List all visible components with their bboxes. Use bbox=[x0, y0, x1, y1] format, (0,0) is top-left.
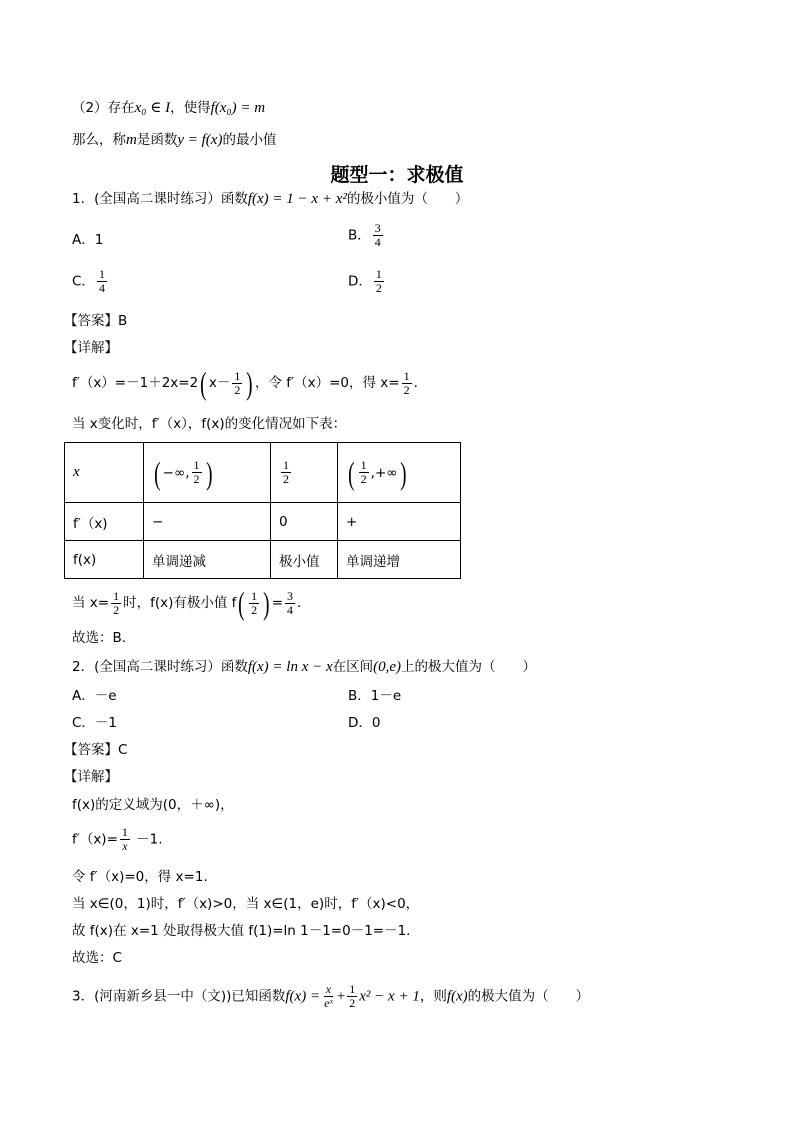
q2-option-a: A．－e bbox=[72, 688, 117, 704]
table-cell bbox=[144, 443, 271, 503]
table-row bbox=[65, 503, 461, 541]
answer-label: 【答案】 bbox=[64, 313, 118, 329]
cell-text: x bbox=[73, 464, 80, 480]
option-label: D． bbox=[348, 273, 372, 290]
frac-den: 4 bbox=[98, 281, 105, 295]
fraction bbox=[281, 459, 291, 486]
table-row bbox=[65, 443, 461, 503]
math-expression: (0,e) bbox=[373, 659, 402, 675]
frac-num: 1 bbox=[234, 368, 241, 383]
option-fraction bbox=[374, 268, 384, 295]
frac-num: 1 bbox=[360, 458, 367, 472]
q3-stem-text: ，则 bbox=[419, 988, 447, 1005]
q2-detail-line-3: 令 f′（x)=0，得 x=1. bbox=[72, 869, 208, 885]
paren-group: ( $\frac{1}{2}$ ,+∞ ) bbox=[348, 454, 407, 491]
detail-text: . bbox=[297, 595, 302, 611]
math-expression: f(x) = bbox=[285, 988, 321, 1005]
frac-num: 1 bbox=[98, 267, 105, 281]
math-expression: f(x₀) = m bbox=[210, 100, 266, 116]
detail-text: 当 x= bbox=[72, 595, 110, 611]
fraction bbox=[402, 370, 412, 397]
q1-option-c bbox=[72, 268, 109, 295]
frac-den: 2 bbox=[360, 472, 367, 486]
frac-num: 3 bbox=[287, 588, 294, 603]
frac-num: x bbox=[325, 982, 332, 996]
section-title: 题型一：求极值 bbox=[330, 164, 464, 186]
q2-detail-label: 【详解】 bbox=[64, 769, 118, 785]
table-cell bbox=[338, 443, 461, 503]
frac-num: 1 bbox=[375, 267, 382, 281]
math-expression: + bbox=[336, 988, 346, 1005]
intro-text: 是函数 bbox=[136, 132, 178, 148]
q2-option-c: C．－1 bbox=[72, 715, 118, 731]
paren-group: ( x－ $\frac{1}{2}$ ) bbox=[200, 365, 253, 401]
q2-stem bbox=[72, 657, 536, 677]
fraction bbox=[285, 590, 295, 617]
answer-value: B bbox=[118, 313, 128, 329]
fraction bbox=[249, 590, 259, 617]
q2-stem-text: 上的极大值为（ ） bbox=[401, 659, 537, 675]
intro-text: ，使得 bbox=[170, 100, 211, 116]
frac-den: 2 bbox=[375, 281, 382, 295]
intro-text: 的最小值 bbox=[222, 132, 277, 148]
q1-option-d bbox=[348, 268, 386, 295]
intro-text: （2）存在 bbox=[72, 100, 135, 116]
q3-stem-text: 的极大值为（ ） bbox=[467, 988, 590, 1005]
q1-detail-line-3 bbox=[72, 585, 302, 621]
table-cell: f′（x) bbox=[65, 503, 144, 541]
frac-num: 3 bbox=[374, 221, 381, 235]
frac-num: 1 bbox=[283, 458, 289, 472]
fraction bbox=[322, 983, 335, 1010]
answer-value: C bbox=[118, 742, 128, 758]
frac-den: 2 bbox=[234, 382, 241, 397]
intro-line-2 bbox=[72, 130, 276, 150]
detail-text: ，令 f′（x）=0，得 x= bbox=[255, 375, 400, 391]
frac-num: 1 bbox=[403, 368, 410, 383]
intro-line-1 bbox=[72, 98, 265, 118]
q2-detail-line-4: 当 x∈(0，1)时，f′（x)>0，当 x∈(1，e)时，f′（x)<0， bbox=[72, 896, 420, 912]
detail-text: x－ bbox=[208, 375, 231, 391]
q1-detail-line-2: 当 x变化时，f′（x），f(x)的变化情况如下表： bbox=[72, 416, 347, 432]
paren-group: ( −∞, $\frac{1}{2}$ ) bbox=[154, 454, 213, 491]
table-cell: 极小值 bbox=[271, 541, 338, 579]
q2-detail-line-2 bbox=[72, 826, 163, 853]
cell-text: ,+∞ bbox=[370, 464, 398, 481]
table-cell bbox=[271, 443, 338, 503]
table-cell: − bbox=[144, 503, 271, 541]
variation-table bbox=[64, 442, 461, 579]
frac-den: 4 bbox=[287, 602, 294, 617]
frac-den: 2 bbox=[251, 602, 258, 617]
frac-den: x bbox=[122, 839, 128, 853]
detail-text: 时，f(x)有极小值 f bbox=[123, 595, 237, 611]
frac-den: 4 bbox=[374, 235, 381, 249]
fraction bbox=[192, 459, 202, 486]
q2-stem-text: 2．(全国高二课时练习）函数 bbox=[72, 659, 248, 675]
frac-num: 1 bbox=[193, 458, 200, 472]
q2-detail-line-1: f(x)的定义域为(0，＋∞)， bbox=[72, 797, 234, 813]
fraction bbox=[120, 826, 130, 853]
q3-stem-text: 3．(河南新乡县一中（文))已知函数 bbox=[72, 988, 286, 1005]
q1-stem bbox=[72, 189, 468, 209]
frac-den: 2 bbox=[113, 602, 120, 617]
option-label: A． bbox=[72, 232, 95, 248]
q1-answer bbox=[64, 311, 127, 331]
frac-num: 1 bbox=[121, 825, 128, 839]
frac-den: 2 bbox=[403, 382, 410, 397]
q2-detail-line-5: 故 f(x)在 x=1 处取得极大值 f(1)=ln 1－1=0－1=－1. bbox=[72, 923, 411, 939]
fraction bbox=[232, 370, 242, 397]
detail-text: f′（x）=－1＋2x=2 bbox=[72, 375, 199, 391]
table-row bbox=[65, 541, 461, 579]
table-cell: + bbox=[338, 503, 461, 541]
frac-den: 2 bbox=[349, 996, 356, 1010]
q3-stem bbox=[72, 983, 589, 1010]
math-expression: m bbox=[126, 132, 137, 148]
option-label: C． bbox=[72, 273, 95, 290]
option-fraction bbox=[373, 222, 383, 249]
q1-option-b bbox=[348, 222, 385, 249]
table-cell: f(x) bbox=[65, 541, 144, 579]
option-label: B． bbox=[348, 227, 371, 244]
detail-text: －1. bbox=[131, 831, 163, 848]
frac-num: 1 bbox=[251, 588, 258, 603]
table-cell: 单调递增 bbox=[338, 541, 461, 579]
math-expression: x₀ ∈ I bbox=[134, 100, 171, 116]
math-expression: f(x) = 1 − x + x² bbox=[247, 191, 347, 207]
math-expression: f(x) = ln x − x bbox=[247, 659, 333, 675]
q1-detail-line-1 bbox=[72, 365, 418, 401]
table-cell: 单调递减 bbox=[144, 541, 271, 579]
frac-den: 2 bbox=[283, 472, 289, 486]
q2-stem-text: 在区间 bbox=[332, 659, 374, 675]
math-expression: x² − x + 1 bbox=[359, 988, 420, 1005]
frac-den: 2 bbox=[193, 472, 200, 486]
q1-conclusion: 故选：B. bbox=[72, 630, 127, 646]
frac-den: eˣ bbox=[324, 996, 333, 1010]
frac-num: 1 bbox=[349, 982, 356, 996]
fraction bbox=[347, 983, 357, 1010]
q2-conclusion: 故选：C bbox=[72, 950, 122, 966]
math-expression: f(x) bbox=[446, 988, 468, 1005]
cell-text: −∞, bbox=[162, 464, 190, 481]
math-expression: y = f(x) bbox=[177, 132, 223, 148]
q2-answer bbox=[64, 740, 127, 760]
answer-label: 【答案】 bbox=[64, 742, 118, 758]
q2-option-d: D．0 bbox=[348, 715, 381, 731]
table-cell bbox=[65, 443, 144, 503]
detail-text: = bbox=[271, 595, 284, 611]
detail-text: . bbox=[413, 375, 418, 391]
q2-option-b: B．1－e bbox=[348, 688, 402, 704]
q1-stem-text: 的极小值为（ ） bbox=[346, 191, 469, 207]
q1-detail-label: 【详解】 bbox=[64, 340, 118, 356]
option-value: 1 bbox=[94, 232, 104, 248]
intro-text: 那么，称 bbox=[72, 132, 126, 148]
q1-stem-text: 1．(全国高二课时练习）函数 bbox=[72, 191, 248, 207]
fraction bbox=[111, 590, 121, 617]
table-cell: 0 bbox=[271, 503, 338, 541]
option-fraction bbox=[97, 268, 107, 295]
detail-text: f′（x)= bbox=[72, 831, 118, 848]
q1-option-a bbox=[72, 230, 103, 250]
paren-group: ( $\frac{1}{2}$ ) bbox=[238, 585, 270, 621]
frac-num: 1 bbox=[113, 588, 120, 603]
fraction bbox=[359, 459, 369, 486]
